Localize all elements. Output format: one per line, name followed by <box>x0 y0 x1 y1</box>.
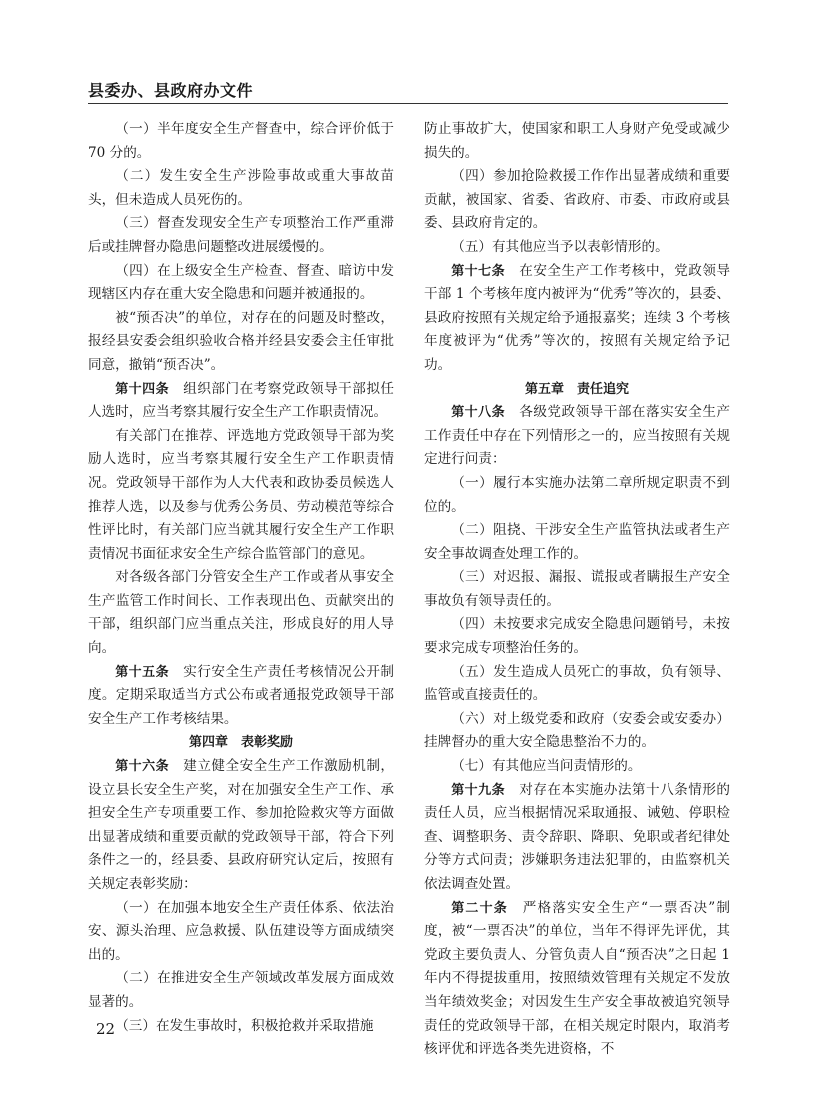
chapter-heading: 第五章 责任追究 <box>524 381 629 397</box>
body-paragraph: （四）未按要求完成安全隐患问题销号，未按要求完成专项整治任务的。 <box>424 616 730 657</box>
article-text: 在安全生产工作考核中，党政领导干部 1 个考核年度内被评为“优秀”等次的，县委、县政府按照有关规定给予通报嘉奖；连续 3 个考核年度被评为“优秀”等次的，按照有关规定给予记功。 <box>424 262 731 373</box>
body-paragraph: （二）发生安全生产涉险事故或重大事故苗头，但未造成人员死伤的。 <box>88 168 394 208</box>
body-paragraph: 对各级各部门分管安全生产工作或者从事安全生产监管工作时间长、工作表现出色、贡献突出的干部，组织部门应当重点关注，形成良好的用人导向。 <box>88 569 394 657</box>
body-paragraph: （三）督查发现安全生产专项整治工作严重滞后或挂牌督办隐患问题整改进展缓慢的。 <box>88 215 394 255</box>
article-label: 第十五条 <box>115 664 170 680</box>
right-column <box>424 118 730 1062</box>
left-column <box>88 118 394 1038</box>
body-paragraph: （五）有其他应当予以表彰情形的。 <box>451 238 669 255</box>
document-header: 县委办、县政府办文件 <box>88 81 254 100</box>
article-paragraph <box>88 378 394 425</box>
article-label: 第十四条 <box>115 381 170 397</box>
body-paragraph: 有关部门在推荐、评选地方党政领导干部为奖励人选时，应当考察其履行安全生产工作职责情况。党政领导干部作为人大代表和政协委员候选人推荐人选，以及参与优秀公务员、劳动模范等综合性评比时，有关部门应当就其履行安全生产工作职责情况书面征求安全生产综合监管部门的意见。 <box>88 427 394 562</box>
body-paragraph: （四）在上级安全生产检查、督查、暗访中发现辖区内存在重大安全隐患和问题并被通报的。 <box>88 262 394 303</box>
body-paragraph: （一）在加强本地安全生产责任体系、依法治安、源头治理、应急救援、队伍建设等方面成绩突出的。 <box>88 899 394 963</box>
body-paragraph: （五）发生造成人员死亡的事故，负有领导、监管或直接责任的。 <box>424 663 730 704</box>
article-text: 实行安全生产责任考核情况公开制度。定期采取适当方式公布或者通报党政领导干部安全生产工作考核结果。 <box>88 663 395 727</box>
body-paragraph: （六）对上级党委和政府（安委会或安委办）挂牌督办的重大安全隐患整治不力的。 <box>424 710 730 751</box>
article-paragraph <box>424 779 730 897</box>
body-paragraph: （三）在发生事故时，积极抢救并采取措施 <box>115 1017 374 1034</box>
body-paragraph: （七）有其他应当问责情形的。 <box>451 758 642 775</box>
chapter-heading: 第四章 表彰奖励 <box>188 735 293 751</box>
article-text: 组织部门在考察党政领导干部拟任人选时，应当考察其履行安全生产工作职责情况。 <box>88 380 395 421</box>
article-paragraph <box>88 661 394 732</box>
page-number: 22 <box>96 1020 116 1038</box>
article-paragraph <box>424 897 730 1062</box>
article-text: 严格落实安全生产“一票否决”制度，被“一票否决”的单位，当年不得评先评优，其党政主要负责人、分管负责人自“预否决”之日起 1 年内不得提拔重用，按照绩效管理有关规定不发放当年绩效奖金；对因发生生产安全事故被追究领导责任的党政领导干部，在相关规定时限内，取消考核评优和评选各类先进资格，不 <box>424 899 731 1058</box>
article-label: 第十八条 <box>451 405 506 421</box>
body-paragraph: （一）半年度安全生产督查中，综合评价低于 70 分的。 <box>88 121 394 161</box>
body-paragraph: （一）履行本实施办法第二章所规定职责不到位的。 <box>424 474 730 515</box>
article-paragraph <box>424 260 730 378</box>
article-label: 第十九条 <box>451 782 506 798</box>
article-text: 各级党政领导干部在落实安全生产工作责任中存在下列情形之一的，应当按照有关规定进行问责： <box>424 404 731 468</box>
article-paragraph <box>88 755 394 897</box>
article-label: 第二十条 <box>451 900 508 916</box>
article-paragraph <box>424 401 730 472</box>
article-label: 第十六条 <box>115 759 170 775</box>
article-text: 建立健全安全生产工作激励机制，设立县长安全生产奖，对在加强安全生产工作、承担安全生产专项重要工作、参加抢险救灾等方面做出显著成绩和重要贡献的党政领导干部，符合下列条件之一的，经县委、县政府研究认定后，按照有关规定表彰奖励： <box>88 758 395 892</box>
body-paragraph: 被“预否决”的单位，对存在的问题及时整改，报经县安委会组织验收合格并经县安委会主任审批同意，撤销“预否决”。 <box>88 309 394 373</box>
body-paragraph: （四）参加抢险救援工作作出显著成绩和重要贡献，被国家、省委、省政府、市委、市政府或县委、县政府肯定的。 <box>424 168 730 232</box>
continued-paragraph: 防止事故扩大，使国家和职工人身财产免受或减少损失的。 <box>424 121 730 161</box>
body-paragraph: （二）阻挠、干涉安全生产监管执法或者生产安全事故调查处理工作的。 <box>424 522 730 562</box>
body-paragraph: （二）在推进安全生产领域改革发展方面成效显著的。 <box>88 970 394 1010</box>
article-label: 第十七条 <box>451 263 506 279</box>
body-paragraph: （三）对迟报、漏报、谎报或者瞒报生产安全事故负有领导责任的。 <box>424 569 730 609</box>
article-text: 对存在本实施办法第十八条情形的责任人员，应当根据情况采取通报、诫勉、停职检查、调整职务、责令辞职、降职、免职或者纪律处分等方式问责；涉嫌职务违法犯罪的，由监察机关依法调查处置。 <box>424 781 731 892</box>
header-rule <box>88 103 728 104</box>
